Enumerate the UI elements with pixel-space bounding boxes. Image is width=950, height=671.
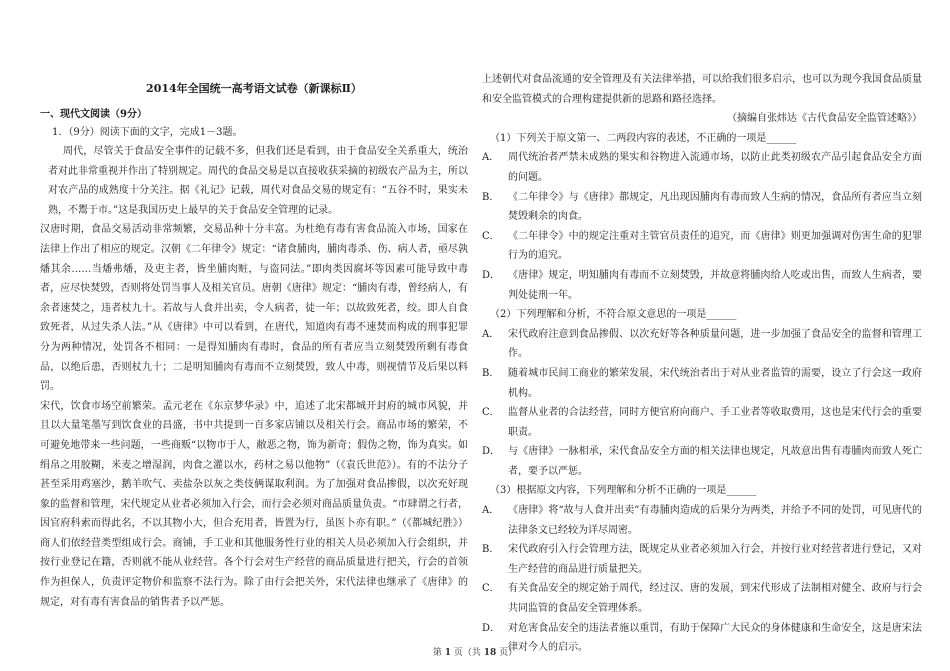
answer-option[interactable] <box>482 148 922 187</box>
passage-paragraph-4: 上述朝代对食品流通的安全管理及有关法律举措，可以给我们很多启示，也可以为现今我国食品质量和安全监管模式的合理构建提供新的思路和路径选择。 <box>482 74 922 105</box>
answer-option[interactable] <box>482 579 922 618</box>
answer-option[interactable] <box>482 266 922 305</box>
passage-left <box>40 142 468 612</box>
page-footer: 第 1 页（共 18 页） <box>432 648 518 658</box>
option-text: 《二年律令》与《唐律》都规定，凡出现因脯肉有毒而致人生病的情况，食品所有者应当立刻焚毁剩余的肉食。 <box>508 191 922 223</box>
option-text: 《唐律》将“故与人食并出卖”有毒脯肉造成的后果分为两类，并给予不同的处罚，可见唐代的法律条文已经较为详尽周密。 <box>508 505 922 536</box>
option-label: D． <box>482 622 501 634</box>
option-label: B． <box>482 191 500 203</box>
question-header: 1．（9分）阅读下面的文字，完成1－3题。 <box>52 127 243 138</box>
option-label: D． <box>482 446 501 458</box>
option-text: 对危害食品安全的违法者施以重罚，有助于保障广大民众的身体健康和生命安全，这是唐宋法律对今人的启示。 <box>508 622 922 654</box>
option-text: 周代统治者严禁未成熟的果实和谷物进入流通市场，以防止此类初级农产品引起食品安全方面的问题。 <box>508 152 922 183</box>
page-number: 1 <box>444 648 451 658</box>
option-text: 随着城市民间工商业的繁荣发展，宋代统治者出于对从业者监管的需要，设立了行会这一政府机构。 <box>508 367 922 399</box>
option-label: A． <box>482 505 500 517</box>
answer-option[interactable] <box>482 325 922 364</box>
option-label: D． <box>482 269 501 281</box>
passage-source: （摘编自张炜达《古代食品安全监管述略》） <box>727 113 922 125</box>
passage-paragraph-1: 周代，尽管关于食品安全事件的记载不多，但我们还是看到，由于食品安全关系重大，统治者对此非常重视并作出了特别规定。周代的食品交易是以直接收获采摘的初级农产品为主，所以对农产品的成熟度十分关注。据《礼记》记载，周代对食品交易的规定有：“五谷不时，果实未熟，不鬻于市。”这是我国历史上最早的关于食品安全管理的记录。 <box>48 146 468 216</box>
answer-option[interactable] <box>482 227 922 266</box>
option-label: C． <box>482 230 500 242</box>
option-label: C． <box>482 407 500 419</box>
option-label: A． <box>482 152 500 164</box>
option-text: 有关食品安全的规定始于周代，经过汉、唐的发展，到宋代形成了法制相对健全、政府与行会共同监管的食品安全管理体系。 <box>508 583 922 615</box>
answer-option[interactable] <box>482 442 922 481</box>
option-label: B． <box>482 544 500 556</box>
page-total: 18 <box>483 648 497 658</box>
question-stem: （2）下列理解和分析，不符合原文意思的一项是______ <box>490 309 737 321</box>
option-text: 《二年律令》中的规定注重对主管官员责任的追究，而《唐律》则更加强调对伤害生命的犯罪行为的追究。 <box>508 230 922 262</box>
passage-paragraph-2: 汉唐时期，食品交易活动非常频繁，交易品种十分丰富。为杜绝有毒有害食品流入市场，国家在法律上作出了相应的规定。汉朝《二年律令》规定：“诸食脯肉，脯肉毒杀、伤、病人者，亟尽孰燔其余……当燔弗燔，及吏主者，皆坐脯肉赃，与盗同法。”即肉类因腐坏等因素可能导致中毒者，应尽快焚毁，否则将处罚当事人及相关官员。唐朝《唐律》规定：“脯肉有毒，曾经病人，有余者速焚之，违者杖九十。若故与人食并出卖，令人病者，徒一年；以故致死者，绞。即人自食致死者，从过失杀人法。”从《唐律》中可以看到，在唐代，知道肉有毒不速焚而构成的刑事犯罪分为两种情况，处罚各不相同：一是得知脯肉有毒时，食品的所有者应当立刻焚毁所剩有毒食品，以绝后患，否则杖九十；二是明知脯肉有毒而不立刻焚毁，致人中毒，则视情节及后果以料罚。 <box>40 224 468 393</box>
option-label: C． <box>482 583 500 595</box>
answer-option[interactable] <box>482 188 922 227</box>
answer-option[interactable] <box>482 403 922 442</box>
section-heading: 一、现代文阅读（9分） <box>40 109 147 120</box>
answer-option[interactable] <box>482 540 922 579</box>
page-title: 2014年全国统一高考语文试卷（新课标Ⅱ） <box>146 82 362 95</box>
passage-paragraph-3: 宋代，饮食市场空前繁荣。孟元老在《东京梦华录》中，追述了北宋都城开封府的城市风貌，并且以大量笔墨写到饮食业的昌盛，书中共提到一百多家店铺以及相关行会。商品市场的繁荣，不可避免地带来一些问题，一些商贩“以物市于人，敝恶之物，饰为新奇；假伪之物，饰为真实。如绢帛之用胶糊，米麦之增湿润，肉食之灌以水，药材之易以他物”（《袁氏世范》）。有的不法分子甚至采用鸡塞沙，鹅羊吹气、卖盐杂以灰之类伎俩谋取利润。为了加强对食品掺假，以次充好现象的监督和管理，宋代规定从业者必须加入行会，而行会必须对商品质量负责。“市肆谓之行者，因官府科索而得此名，不以其物小大，但合充用者，皆置为行，虽医卜亦有职。”（《都城纪胜》）商人们依经营类型组成行会。商铺，手工业和其他服务性行业的相关人员必须加入行会组织，并按行业登记在籍，否则就不能从业经营。各个行会对生产经营的商品质量进行把关，行会的首领作为担保人，负责评定物价和监察不法行为。除了由行会把关外，宋代法律也继承了《唐律》的规定，对有毒有害食品的销售者予以严惩。 <box>40 400 468 608</box>
answer-option[interactable] <box>482 364 922 403</box>
option-text: 宋代政府引入行会管理方法，既规定从业者必须加入行会，并按行业对经营者进行登记，又对生产经营的商品进行质量把关。 <box>508 544 922 575</box>
option-text: 与《唐律》一脉相承，宋代食品安全方面的相关法律也规定，凡故意出售有毒脯肉而致人死亡者，要予以严惩。 <box>508 446 922 477</box>
passage-right <box>482 70 922 658</box>
question-stem: （3）根据原文内容，下列理解和分析不正确的一项是______ <box>490 485 757 497</box>
answer-option[interactable] <box>482 501 922 540</box>
option-label: A． <box>482 328 500 340</box>
question-list <box>482 129 922 658</box>
option-text: 宋代政府注意到食品掺假、以次充好等各种质量问题，进一步加强了食品安全的监督和管理工作。 <box>508 328 922 360</box>
option-text: 《唐律》规定，明知脯肉有毒而不立刻焚毁，并故意将脯肉给人吃或出售，而致人生病者，要判处徒刑一年。 <box>508 269 922 301</box>
option-text: 监督从业者的合法经营，同时方便官府向商户、手工业者等收取费用，这也是宋代行会的重要职责。 <box>508 407 922 438</box>
option-label: B． <box>482 367 500 379</box>
question-stem: （1）下列关于原文第一、二两段内容的表述，不正确的一项是______ <box>490 132 797 144</box>
